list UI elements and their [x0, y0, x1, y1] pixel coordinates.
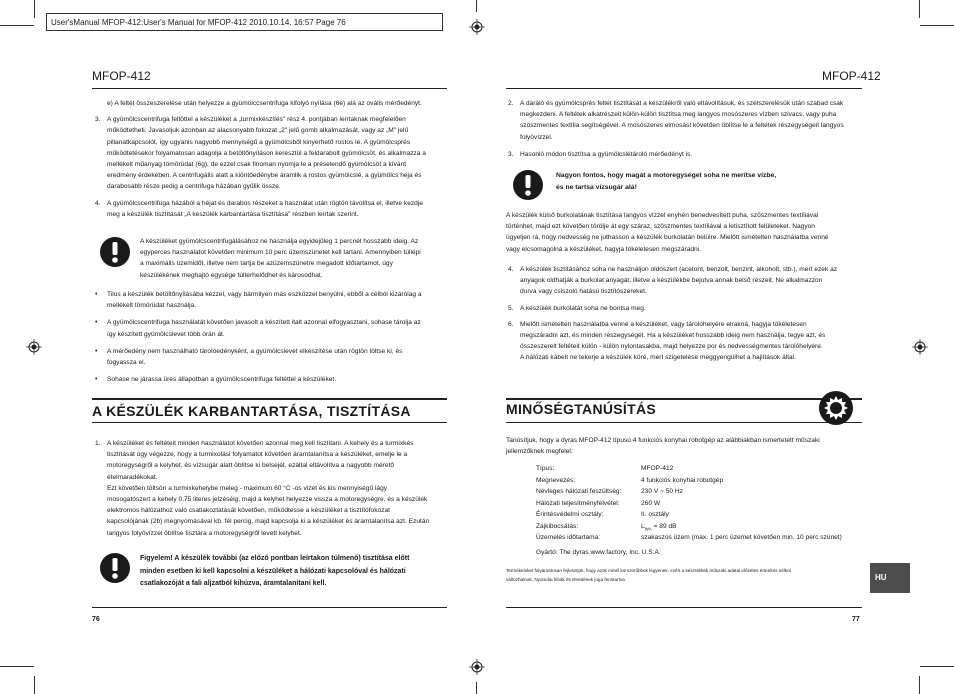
- bullet-dot-icon: •: [95, 291, 98, 298]
- body-text-line: Tanúsítjuk, hogy a dyras MFOP-412 típusú 4 funkciós konyhai robotgép az alábbiakban ismertetett műszaki: [506, 437, 820, 444]
- section-title: A KÉSZÜLÉK KARBANTARTÁSA, TISZTÍTÁSA: [92, 403, 411, 419]
- item-number: 2.: [508, 100, 514, 107]
- body-text-line: megkezdeni. A feltétek alkatrészeit külön-külön tisztítsa meg langyos mosószeres vízben szivacs, vagy puha: [520, 111, 837, 119]
- language-tab: HU: [870, 563, 910, 593]
- spec-value: 260 W: [641, 499, 661, 507]
- section-rule: [92, 422, 447, 423]
- body-text-line: mellékelt műanyag tömörüdat (6g), de ezzel csak finoman nyomja le a préselendő gyümölcsöt a kívánt: [107, 161, 407, 168]
- item-number: 1.: [95, 440, 101, 447]
- bullet-dot-icon: •: [95, 376, 98, 384]
- spec-label: Névleges hálózati feszültség:: [536, 488, 622, 495]
- item-number: 4.: [95, 199, 101, 207]
- footer-rule: [506, 607, 862, 608]
- body-text-line: működtetheti. Javasoljuk azonban az alacsonyabb fokozat „2" jelű gomb alkalmazását, vagy az „M" jelű: [107, 127, 409, 135]
- crop-mark: [476, 0, 477, 12]
- item-number: 6.: [508, 320, 514, 328]
- crop-mark: [920, 666, 954, 667]
- bullet-text-line: mellékelt tömörüdat használja.: [107, 302, 197, 310]
- body-text-line: Hasonló módon tisztítsa a gyümölcslétároló mérőedényt is.: [520, 150, 693, 158]
- bullet-text-line: fogyassza el.: [107, 359, 146, 366]
- registration-mark-icon: [469, 19, 485, 35]
- body-text-line: darabosabb része pedig a centrifuga házában gyűlik össze.: [107, 183, 281, 191]
- body-text-line: elektromos hálózathoz való csatlakoztatását követően, működtesse a készüléket a tisztítófokozat: [107, 507, 390, 515]
- spec-value: szakaszos üzem (max. 1 perc üzemet követően min. 10 perc szünet): [641, 534, 842, 541]
- bullet-text-line: A gyümölcscentrifuga használatát követően javasolt a készített italt azonnal elfogyasztani, sohase tárolja az: [107, 319, 421, 327]
- spec-label: Típus:: [536, 465, 555, 472]
- body-text-line: Mielőtt ismételten használatba venné a készüléket, vagy tárolóhelyére elrakná, hagyja tökéletesen: [520, 320, 807, 328]
- warning-text-line: csatlakozóját a fali aljzatból kihúzva, áramtalanítani kell.: [140, 580, 327, 587]
- body-text-line: e) A feltét összeszerelése után helyezze a gyümölccsentrifuga kifolyó nyílása (6e) alá az ovális mérőedényt.: [107, 100, 422, 107]
- crop-mark: [919, 0, 920, 18]
- body-text-line: langyos folyóvízzel öblítse tisztára a motoregységről levett kelyhet.: [107, 529, 302, 537]
- crop-mark: [34, 0, 35, 18]
- header-rule: [506, 88, 862, 89]
- page-number: 77: [852, 616, 860, 623]
- print-slug-header: User'sManual MFOP-412:User's Manual for MFOP-412 2010.10.14. 16:57 Page 76: [46, 13, 443, 31]
- bullet-text-line: Sohase ne járassa üres állapotban a gyümölcscentrifuga feltéttel a készüléket.: [107, 376, 337, 384]
- warning-text-line: Nagyon fontos, hogy magát a motoregységet soha ne merítse vízbe,: [556, 172, 777, 179]
- warning-text-line: Figyelem! A készülék további (az előző pontban leírtakon túlmenő) tisztítása előtt: [140, 555, 410, 562]
- body-text-line: folyóvízzel.: [520, 133, 553, 141]
- item-number: 5.: [508, 304, 514, 312]
- crop-mark: [0, 666, 34, 667]
- page-number: 76: [92, 616, 100, 623]
- body-text-line: anyagok oldhatják a burkolat anyagát, illetve a készülékbe bejutva annak belső részeit. Ne alkalmazzon: [520, 277, 823, 285]
- body-text-line: jellemzőknek megfelel:: [506, 448, 573, 456]
- body-text-line: ételmaradékokat.: [107, 473, 158, 481]
- spec-value: MFOP-412: [641, 465, 674, 472]
- body-text-line: A készülék tisztításához soha ne használjon oldószert (acetont, benzolt, benzint, alkoholt, stb.), mert ezek az: [520, 266, 838, 273]
- manufacturer-line: Gyártó: The dyras www.factory, Inc. U.S.A.: [536, 549, 661, 556]
- spec-subscript: WA: [644, 525, 652, 531]
- warning-text-line: és ne tartsa vízsugár alá!: [556, 183, 637, 191]
- spec-label: Zajkibocsátás:: [536, 522, 579, 530]
- footnote-line: Termékeinket folyamatosan fejlesztjük, hogy azok minél korszerűbbek legyenek, ezért a készülékek műszaki adatai előzetes értesítés nélkül: [506, 568, 791, 573]
- section-rule: [506, 398, 862, 400]
- bullet-text-line: Tilos a készülék betöltőnyílásába kézzel, vagy bármilyen más eszközzel benyúlni, ebből a célból kizárólag a: [107, 291, 422, 298]
- bullet-text-line: így készített gyümölcslevet több órán át.: [107, 330, 225, 338]
- body-text-line: kapcsolójának (2b) megnyomásával kb. fél percig, majd kapcsolja ki a készüléket és áramtalanítsa azt. Ezután: [107, 518, 430, 526]
- header-rule: [92, 88, 447, 89]
- body-text-line: durva vagy csiszoló hatású tisztítószereket.: [520, 288, 647, 296]
- warning-icon: [100, 553, 130, 583]
- body-text-line: meg a készülék tisztítását „A készülék karbantartása tisztítása" részben leírtak szerint.: [107, 210, 359, 218]
- crop-mark: [920, 25, 954, 26]
- spec-value: $L_{WA} = 89$ dB: [641, 522, 677, 531]
- body-text-line: A hálózati kábelt ne tekerje a készülék köré, mert szigetelése meggyengülhet a hajlítások által.: [520, 354, 796, 362]
- body-text-line: megszáradni azt, és minden részegységét. Ha a készüléket hosszabb ideig nem használja, tegye azt, és: [520, 332, 826, 339]
- warning-text-line: minden esetben ki kell kapcsolni a készüléket a hálózati kapcsolóval és hálózati: [140, 567, 406, 575]
- body-text-line: motoregységről a kelyhet, és vízsugár alatt öblítse ki belsejét, ezáltal eltávolítva a nagyobb mérető: [107, 462, 394, 470]
- model-label: MFOP-412: [92, 69, 151, 83]
- body-text-line: A készüléket és feltéteit minden használatot követően azonnal meg kell tisztítani. A kehely és a turmixkés: [107, 440, 414, 447]
- bullet-text-line: A mérőedény nem használható tárolóedényként, a gyümölcslevet elkészítése után rögtön töltse ki, és: [107, 347, 403, 355]
- spec-value: 230 V ~ 50 Hz: [641, 488, 683, 495]
- spec-label: Hálózati teljesítményfelvétel:: [536, 499, 620, 507]
- warning-icon: [513, 170, 543, 200]
- body-text-line: pillanatkapcsolót, így ugyanis nagyobb mennyiségű a gyümölcsből kinyerhető rostos lé. A gyümölcsprés: [107, 138, 411, 146]
- model-label: MFOP-412: [822, 69, 881, 83]
- warning-text-line: a maximális üzemidőt, illetve nem tartja be azüzemszünetre megadott időtartamot, úgy: [140, 260, 393, 268]
- spec-value: 4 funkciós konyhai robotgép: [641, 476, 724, 484]
- body-text-line: mosogatószert a kehely 0,75 literes jelzéséig, majd a kelyhet helyezze vissza a motoregységre, és a készülék: [107, 496, 428, 503]
- body-text-line: A daráló és gyümölcsprés feltét tisztítását a készülékről való eltávolításuk, és szétszerelésük után szabad csak: [520, 100, 844, 107]
- section-title: MINŐSÉGTANÚSÍTÁS: [506, 401, 656, 417]
- spec-value: II. osztály: [641, 511, 669, 518]
- bullet-dot-icon: •: [95, 347, 98, 355]
- body-text-line: A készülék burkolatát soha ne bontsa meg.: [520, 304, 646, 312]
- body-text-line: szöszmentes textília segítségével. A mosószeres elmosást követően öblítse le a feltétek részegységeit langyos: [520, 122, 844, 130]
- body-text-line: működtetésekor folyamatosan adagolja a betöltőnyíláson keresztül a feldarabolt gyümölcsöt, és alkalmazza a: [107, 149, 426, 157]
- body-text-line: összeszerelt feltéteit külön - külön nylontasakba, majd helyezze por és nedvességmentes tárolóhelyére.: [520, 343, 823, 351]
- crop-mark: [0, 25, 34, 26]
- body-text-line: A gyümölcscentrifuga házából a héjat és darabos részeket a használat után rögtön távolítsa el, illetve kezdje: [107, 199, 423, 207]
- body-text-line: tisztítását úgy végezze, hogy a turmixolási folyamatot követően áramtalanítsa a készüléket, emelje le a: [107, 451, 408, 459]
- registration-mark-icon: [469, 659, 485, 675]
- registration-mark-icon: [26, 339, 42, 355]
- section-rule: [506, 422, 862, 423]
- item-number: 3.: [95, 116, 101, 124]
- body-text-line: A gyümölcscentrifuga feltöttel a készüléket a „turmixkészítés" rész 4. pontjában leírtaknak megfelelően: [107, 116, 406, 124]
- warning-text-line: készülékének meghajtó egysége túlterhelődhet és károsodhat.: [140, 271, 323, 279]
- body-text-line: Ezt követően töltsön a turmixkehelybe meleg - maximum 60 °C -os vizet és kis mennyiségű lágy: [107, 484, 388, 492]
- body-text-line: történhet, majd ezt követően törölje át egy száraz, szöszmentes textíliával a letisztított felületeket. Nagyon: [506, 223, 815, 231]
- crop-mark: [919, 676, 920, 694]
- quality-rosette-icon: [818, 390, 854, 426]
- spec-label: Érintésvédelmi osztály:: [536, 511, 604, 518]
- crop-mark: [34, 676, 35, 694]
- footnote-line: változhatnak. Nyomdai hibák és tévedések joga fenntartva.: [506, 576, 627, 582]
- warning-icon: [100, 237, 130, 267]
- warning-text-line: egyperces használatot követően minimum 10 perc üzemszünetet kell tartani. Amennyiben túllépi: [140, 249, 421, 257]
- body-text-line: vagy elcsomagolná a készüléket, hagyja tökéletesen megszáradni.: [506, 245, 701, 253]
- spec-label: Megnevezés:: [536, 476, 576, 484]
- item-number: 3.: [508, 150, 514, 158]
- bullet-dot-icon: •: [95, 319, 98, 327]
- crop-mark: [476, 682, 477, 694]
- item-number: 4.: [508, 266, 514, 273]
- warning-text-line: A készüléket gyümölcscentrifugálásához ne használja egyidejűleg 1 percnél hosszabb ideig. Az: [140, 238, 419, 245]
- registration-mark-icon: [912, 339, 928, 355]
- body-text-line: eredmény érdekében. A centrifugális alatt a kiöntőedénybe áramlik a rostos gyümölcslé, a gyümölcs héja és: [107, 172, 422, 180]
- section-rule: [92, 398, 447, 400]
- body-text-line: ügyeljen rá, hogy nedvesség ne juthasson a készülék burkolatán belülre. Mielőtt ismételten használatba venné: [506, 234, 829, 242]
- spec-label: Üzemelés időtartama:: [536, 534, 601, 541]
- body-text-line: A készülék külső burkolatának tisztítása langyos vízzel enyhén benedvesített puha, szöszmentes textíliával: [506, 212, 819, 219]
- footer-rule: [92, 607, 447, 608]
